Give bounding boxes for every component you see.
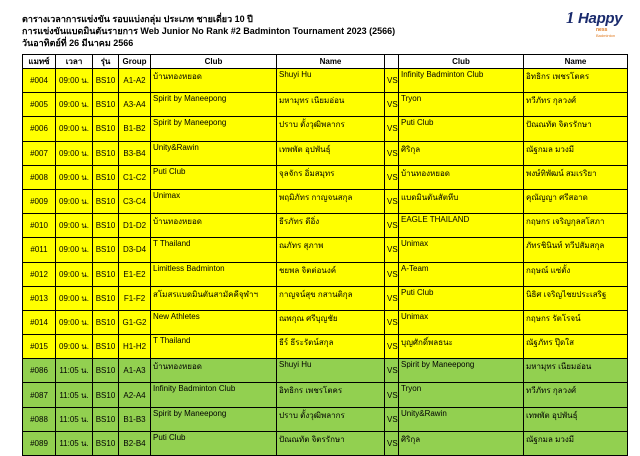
division-cell: BS10 [93, 189, 119, 213]
match-cell: #009 [23, 189, 56, 213]
player-1-cell: อิทธิกร เพชรโตคร [277, 383, 385, 407]
club-1-cell: Puti Club [151, 431, 277, 455]
logo-number: 1 [566, 8, 575, 27]
table-row [23, 141, 628, 165]
division-cell: BS10 [93, 117, 119, 141]
division-cell: BS10 [93, 407, 119, 431]
group-cell: A2-A4 [119, 383, 151, 407]
time-cell: 09:00 น. [56, 262, 93, 286]
club-2-cell: ศิริกุล [399, 431, 524, 455]
club-2-cell: บุญศักดิ์พลธนะ [399, 335, 524, 359]
division-cell: BS10 [93, 214, 119, 238]
club-2-cell: Tryon [399, 383, 524, 407]
player-2-cell: กฤษณ์ แซ่ตั้ง [524, 262, 628, 286]
match-cell: #006 [23, 117, 56, 141]
player-1-cell: เทพพัต อุปพันธุ์ [277, 141, 385, 165]
club-2-cell: บ้านทองหยอด [399, 165, 524, 189]
table-row [23, 407, 628, 431]
time-cell: 09:00 น. [56, 69, 93, 93]
player-1-cell: ปราบ ตั้งวุฒิพลากร [277, 117, 385, 141]
time-cell: 11:05 น. [56, 359, 93, 383]
division-cell: BS10 [93, 238, 119, 262]
vs-cell: VS [385, 189, 399, 213]
player-2-cell: ทวีภัทร กุลวงศ์ [524, 93, 628, 117]
time-cell: 11:05 น. [56, 431, 93, 455]
player-1-cell: ธีรภัทร ดีอิ่ง [277, 214, 385, 238]
player-2-cell: คุณัญญา ศรีสอาด [524, 189, 628, 213]
player-1-cell: จุลจักร อิ่มสมุทร [277, 165, 385, 189]
player-2-cell: ปัณณทัต จิตรรักษา [524, 117, 628, 141]
club-1-cell: Limitless Badminton [151, 262, 277, 286]
match-cell: #088 [23, 407, 56, 431]
player-1-cell: ธีร์ ธีระรัตน์สกุล [277, 335, 385, 359]
vs-cell: VS [385, 165, 399, 189]
match-cell: #010 [23, 214, 56, 238]
club-2-cell: Unimax [399, 310, 524, 334]
table-row [23, 69, 628, 93]
col-header-vs [385, 55, 399, 69]
time-cell: 09:00 น. [56, 238, 93, 262]
match-cell: #015 [23, 335, 56, 359]
division-cell: BS10 [93, 93, 119, 117]
group-cell: D3-D4 [119, 238, 151, 262]
club-1-cell: Unity&Rawin [151, 141, 277, 165]
vs-cell: VS [385, 93, 399, 117]
club-1-cell: Spirit by Maneepong [151, 407, 277, 431]
group-cell: A1-A2 [119, 69, 151, 93]
logo-subtext-2: Badminton [596, 33, 616, 38]
division-cell: BS10 [93, 262, 119, 286]
group-cell: B1-B3 [119, 407, 151, 431]
player-1-cell: ปราบ ตั้งวุฒิพลากร [277, 407, 385, 431]
club-2-cell: Tryon [399, 93, 524, 117]
club-1-cell: สโมสรแบดมินตันสามัคคีจุฬาฯ [151, 286, 277, 310]
club-1-cell: T Thailand [151, 335, 277, 359]
division-cell: BS10 [93, 359, 119, 383]
match-cell: #013 [23, 286, 56, 310]
player-1-cell: มหามุทร เนียมอ่อน [277, 93, 385, 117]
club-1-cell: New Athletes [151, 310, 277, 334]
division-cell: BS10 [93, 431, 119, 455]
vs-cell: VS [385, 431, 399, 455]
club-1-cell: Spirit by Maneepong [151, 93, 277, 117]
vs-cell: VS [385, 214, 399, 238]
table-row [23, 335, 628, 359]
document-title: ตารางเวลาการแข่งขัน รอบแบ่งกลุ่ม ประเภท ชายเดี่ยว 10 ปี [22, 14, 253, 24]
club-2-cell: Unity&Rawin [399, 407, 524, 431]
match-cell: #007 [23, 141, 56, 165]
club-1-cell: บ้านทองหยอด [151, 214, 277, 238]
player-2-cell: นิธิศ เจริญไชยประเสริฐ [524, 286, 628, 310]
table-row [23, 359, 628, 383]
time-cell: 09:00 น. [56, 286, 93, 310]
club-2-cell: ศิริกุล [399, 141, 524, 165]
division-cell: BS10 [93, 383, 119, 407]
vs-cell: VS [385, 141, 399, 165]
group-cell: F1-F2 [119, 286, 151, 310]
time-cell: 09:00 น. [56, 165, 93, 189]
time-cell: 09:00 น. [56, 310, 93, 334]
player-1-cell: Shuyi Hu [277, 359, 385, 383]
group-cell: C1-C2 [119, 165, 151, 189]
player-1-cell: ณภัทร สุภาพ [277, 238, 385, 262]
group-cell: B2-B4 [119, 431, 151, 455]
club-1-cell: Puti Club [151, 165, 277, 189]
vs-cell: VS [385, 286, 399, 310]
time-cell: 09:00 น. [56, 335, 93, 359]
club-1-cell: Spirit by Maneepong [151, 117, 277, 141]
col-header-group: Group [119, 55, 151, 69]
schedule-table [22, 54, 628, 456]
vs-cell: VS [385, 117, 399, 141]
group-cell: D1-D2 [119, 214, 151, 238]
player-2-cell: กฤษกร เจริญกุลสโสภา [524, 214, 628, 238]
player-2-cell: พงษ์ทิพัฒน์ สมเรริยา [524, 165, 628, 189]
group-cell: G1-G2 [119, 310, 151, 334]
player-2-cell: ภัทรชินินท์ ทวีปสัมสกุล [524, 238, 628, 262]
match-cell: #011 [23, 238, 56, 262]
club-2-cell: Infinity Badminton Club [399, 69, 524, 93]
match-cell: #008 [23, 165, 56, 189]
time-cell: 09:00 น. [56, 141, 93, 165]
club-2-cell: Puti Club [399, 286, 524, 310]
club-1-cell: บ้านทองหยอด [151, 69, 277, 93]
group-cell: H1-H2 [119, 335, 151, 359]
club-1-cell: บ้านทองหยอด [151, 359, 277, 383]
vs-cell: VS [385, 310, 399, 334]
col-header-name-2: Name [524, 55, 628, 69]
table-row [23, 93, 628, 117]
player-2-cell: ณัฐภัทร ปุ๊ดใส [524, 335, 628, 359]
vs-cell: VS [385, 383, 399, 407]
match-cell: #004 [23, 69, 56, 93]
time-cell: 09:00 น. [56, 93, 93, 117]
match-cell: #087 [23, 383, 56, 407]
player-2-cell: อิทธิกร เพชรโตคร [524, 69, 628, 93]
club-2-cell: EAGLE THAILAND [399, 214, 524, 238]
table-row [23, 214, 628, 238]
happyness-logo [566, 6, 626, 40]
player-2-cell: เทพพัต อุปพันธุ์ [524, 407, 628, 431]
match-cell: #014 [23, 310, 56, 334]
vs-cell: VS [385, 407, 399, 431]
table-row [23, 165, 628, 189]
time-cell: 09:00 น. [56, 214, 93, 238]
time-cell: 09:00 น. [56, 189, 93, 213]
club-2-cell: Unimax [399, 238, 524, 262]
table-header-row [23, 55, 628, 69]
time-cell: 11:05 น. [56, 407, 93, 431]
col-header-time: เวลา [56, 55, 93, 69]
player-1-cell: กาญจน์สุข กสานติกุล [277, 286, 385, 310]
club-2-cell: Spirit by Maneepong [399, 359, 524, 383]
player-1-cell: Shuyi Hu [277, 69, 385, 93]
vs-cell: VS [385, 69, 399, 93]
logo-word: Happy [578, 10, 623, 27]
group-cell: B1-B2 [119, 117, 151, 141]
table-row [23, 189, 628, 213]
match-cell: #086 [23, 359, 56, 383]
col-header-name-1: Name [277, 55, 385, 69]
match-cell: #005 [23, 93, 56, 117]
club-1-cell: Unimax [151, 189, 277, 213]
match-cell: #089 [23, 431, 56, 455]
group-cell: B3-B4 [119, 141, 151, 165]
player-2-cell: ณัฐกมล มวงมี [524, 141, 628, 165]
division-cell: BS10 [93, 335, 119, 359]
division-cell: BS10 [93, 286, 119, 310]
logo-subtext: ness [596, 27, 608, 33]
time-cell: 11:05 น. [56, 383, 93, 407]
player-1-cell: ชยพล จิตต่อนงค์ [277, 262, 385, 286]
vs-cell: VS [385, 238, 399, 262]
table-row [23, 238, 628, 262]
player-1-cell: ปัณณทัต จิตรรักษา [277, 431, 385, 455]
club-1-cell: T Thailand [151, 238, 277, 262]
player-2-cell: ณัฐกมล มวงมี [524, 431, 628, 455]
player-2-cell: ทวีภัทร กุลวงศ์ [524, 383, 628, 407]
division-cell: BS10 [93, 141, 119, 165]
table-row [23, 310, 628, 334]
club-2-cell: Puti Club [399, 117, 524, 141]
col-header-division: รุ่น [93, 55, 119, 69]
group-cell: A3-A4 [119, 93, 151, 117]
player-1-cell: ณพกุณ ศรีบุญชัย [277, 310, 385, 334]
club-2-cell: แบดมินตันสัตหีบ [399, 189, 524, 213]
division-cell: BS10 [93, 165, 119, 189]
group-cell: C3-C4 [119, 189, 151, 213]
col-header-club-1: Club [151, 55, 277, 69]
player-1-cell: พฤมิภัทร กาญจนสกุล [277, 189, 385, 213]
group-cell: E1-E2 [119, 262, 151, 286]
club-1-cell: Infinity Badminton Club [151, 383, 277, 407]
player-2-cell: มหามุทร เนียมอ่อน [524, 359, 628, 383]
vs-cell: VS [385, 335, 399, 359]
time-cell: 09:00 น. [56, 117, 93, 141]
table-row [23, 262, 628, 286]
division-cell: BS10 [93, 310, 119, 334]
vs-cell: VS [385, 262, 399, 286]
table-row [23, 383, 628, 407]
match-cell: #012 [23, 262, 56, 286]
club-2-cell: A-Team [399, 262, 524, 286]
vs-cell: VS [385, 359, 399, 383]
group-cell: A1-A3 [119, 359, 151, 383]
col-header-club-2: Club [399, 55, 524, 69]
table-row [23, 117, 628, 141]
col-header-match: แมทซ์ [23, 55, 56, 69]
tournament-name: การแข่งขันแบดมินตันรายการ Web Junior No Rank #2 Badminton Tournament 2023 (2566) [22, 26, 396, 36]
table-row [23, 286, 628, 310]
event-date: วันอาทิตย์ที่ 26 มีนาคม 2566 [22, 38, 134, 48]
player-2-cell: กฤษกร รัตโรจน์ [524, 310, 628, 334]
division-cell: BS10 [93, 69, 119, 93]
